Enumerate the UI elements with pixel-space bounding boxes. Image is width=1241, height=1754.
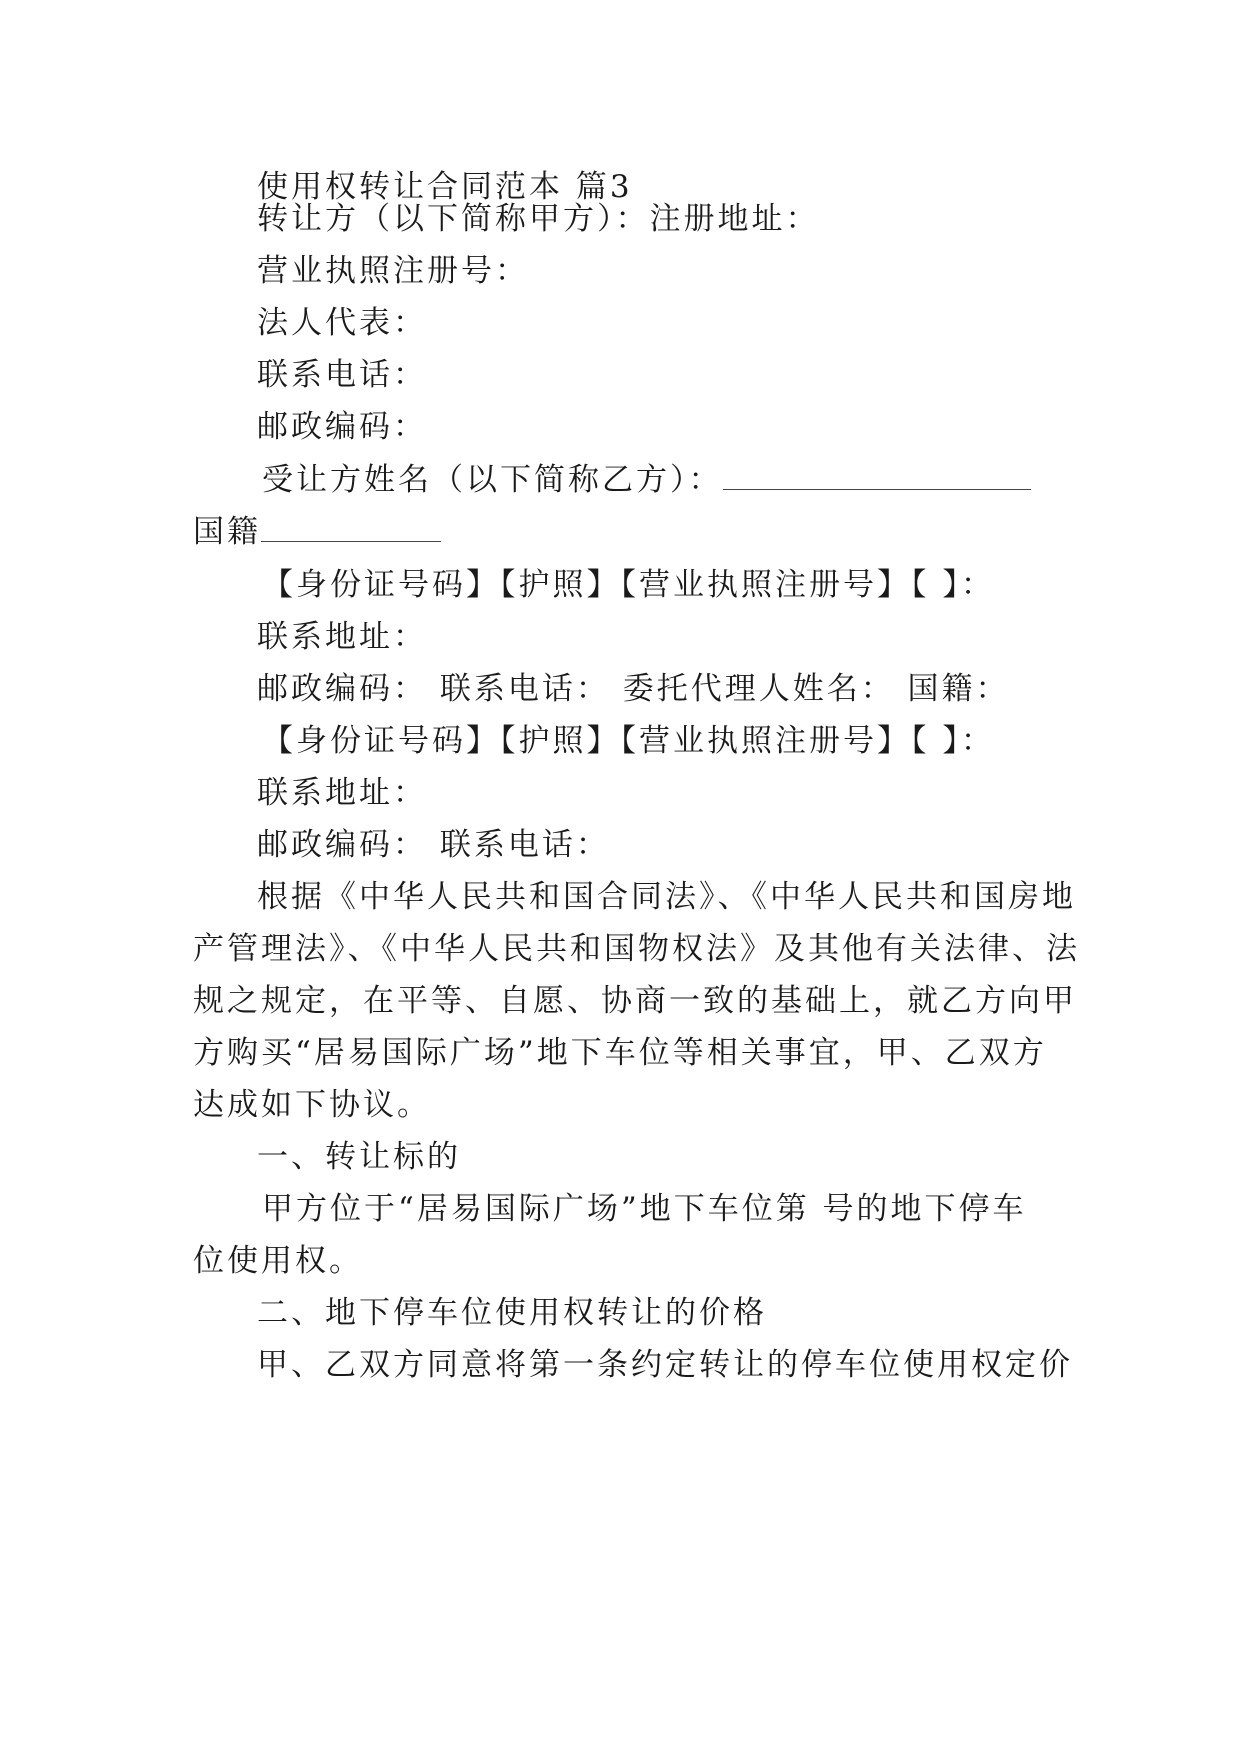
section-1-text-line-2: 位使用权。 <box>193 1243 363 1279</box>
nationality-row <box>193 512 441 552</box>
transferee-postcode-phone-agent: 邮政编码： 联系电话： 委托代理人姓名： 国籍： <box>257 671 1010 707</box>
transferee-name-row <box>262 460 1031 500</box>
document-title: 使用权转让合同范本 篇3 <box>257 169 633 205</box>
nationality-label: 国籍 <box>193 514 261 550</box>
section-1-heading: 一、转让标的 <box>257 1139 461 1175</box>
agent-postcode-phone: 邮政编码： 联系电话： <box>257 827 610 863</box>
transferor-registered-address: 转让方（以下简称甲方）：注册地址： <box>257 201 820 237</box>
transferee-name-label: 受让方姓名（以下简称乙方）： <box>262 462 723 498</box>
agent-id-types: 【身份证号码】【护照】【营业执照注册号】【 】： <box>262 723 995 759</box>
section-2-heading: 二、地下停车位使用权转让的价格 <box>257 1295 767 1331</box>
preamble-line-2: 产管理法》、《中华人民共和国物权法》及其他有关法律、法 <box>193 931 1080 967</box>
section-2-text-line-1: 甲、乙双方同意将第一条约定转让的停车位使用权定价 <box>257 1347 1073 1383</box>
preamble-line-4: 方购买“居易国际广场”地下车位等相关事宜，甲、乙双方 <box>193 1035 1047 1071</box>
preamble-line-3: 规之规定，在平等、自愿、协商一致的基础上，就乙方向甲 <box>193 983 1077 1019</box>
transferee-contact-address: 联系地址： <box>257 619 427 655</box>
nationality-blank <box>261 513 441 542</box>
transferee-id-types: 【身份证号码】【护照】【营业执照注册号】【 】： <box>262 567 995 603</box>
section-1-text-line-1: 甲方位于“居易国际广场”地下车位第 号的地下停车 <box>262 1191 1027 1227</box>
agent-contact-address: 联系地址： <box>257 775 427 811</box>
transferee-name-blank <box>723 461 1031 490</box>
preamble-line-5: 达成如下协议。 <box>193 1087 431 1123</box>
transferor-postcode: 邮政编码： <box>257 409 427 445</box>
transferor-phone: 联系电话： <box>257 357 427 393</box>
transferor-legal-representative: 法人代表： <box>257 305 427 341</box>
preamble-line-1: 根据《中华人民共和国合同法》、《中华人民共和国房地 <box>257 879 1076 915</box>
transferor-business-license: 营业执照注册号： <box>257 253 529 289</box>
